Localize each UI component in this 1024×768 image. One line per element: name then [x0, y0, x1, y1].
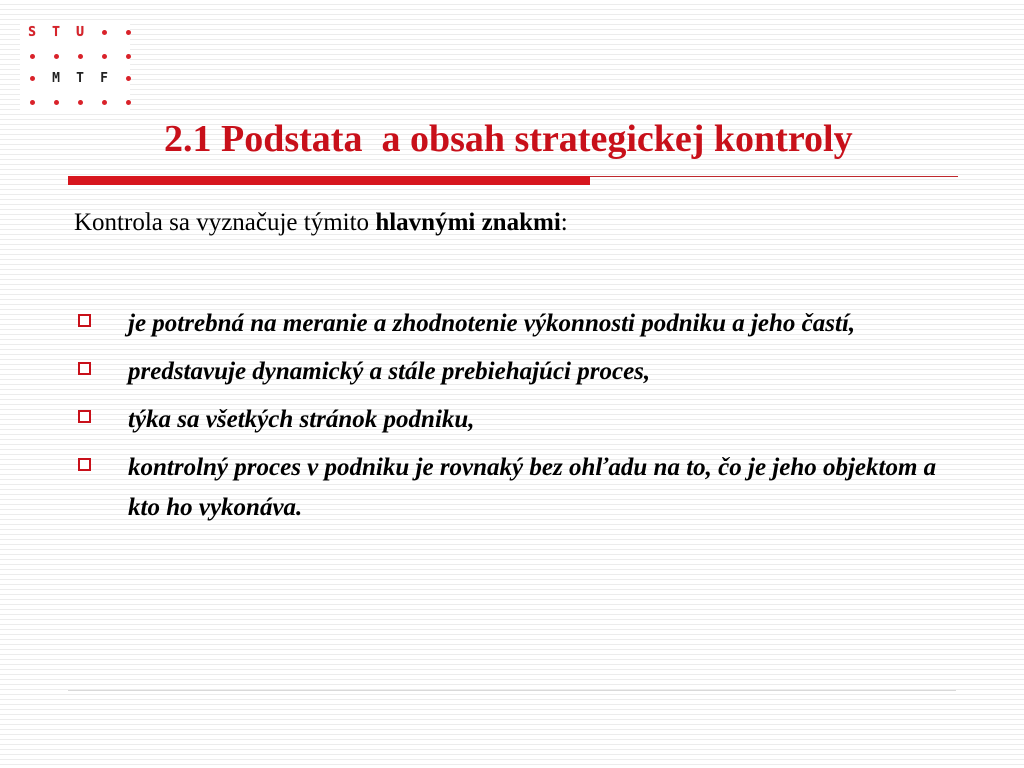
logo-dot: [22, 92, 42, 112]
list-item: [74, 448, 954, 528]
logo-dot: [118, 46, 138, 66]
intro-emphasis: hlavnými znakmi: [375, 209, 561, 236]
logo-dot: [70, 46, 90, 66]
list-item-text: predstavuje dynamický a stále prebiehajúci proces,: [128, 358, 651, 385]
logo-letter-f: F: [100, 70, 108, 86]
logo-row-4: [20, 92, 130, 112]
logo-dot: [22, 46, 42, 66]
logo-row-2: [20, 46, 130, 66]
logo-letter-t: T: [52, 24, 60, 40]
logo-dot: [118, 68, 138, 88]
intro-prefix: Kontrola sa vyznačuje týmito: [74, 209, 376, 236]
intro-suffix: :: [560, 209, 568, 236]
logo-dot: [46, 92, 66, 112]
list-item-text: kontrolný proces v podniku je rovnaký bez ohľadu na to, čo je jeho objektom a kto ho vykonáva.: [128, 454, 937, 521]
square-bullet-icon: [78, 314, 91, 327]
logo-dot: [94, 92, 114, 112]
intro-text: [74, 208, 568, 238]
list-item: [74, 352, 954, 392]
logo-dot: [94, 46, 114, 66]
list-item-text: je potrebná na meranie a zhodnotenie výkonnosti podniku a jeho častí,: [128, 310, 856, 337]
logo-dot: [22, 68, 42, 88]
slide-title: 2.1 Podstata a obsah strategickej kontroly: [164, 118, 853, 160]
square-bullet-icon: [78, 458, 91, 471]
logo-letter-m: M: [52, 70, 60, 86]
logo-row-3: [20, 68, 130, 88]
logo-dot: [46, 46, 66, 66]
logo-letter-t: T: [76, 70, 84, 86]
logo-dot: [94, 22, 114, 42]
logo-dot: [118, 22, 138, 42]
list-item: [74, 304, 954, 344]
logo-letter-u: U: [76, 24, 84, 40]
title-underline-thin: [590, 176, 958, 177]
stu-mtf-logo: [20, 20, 130, 112]
list-item-text: týka sa všetkých stránok podniku,: [128, 406, 475, 433]
list-item: [74, 400, 954, 440]
logo-dot: [118, 92, 138, 112]
square-bullet-icon: [78, 410, 91, 423]
title-underline-thick: [68, 176, 590, 185]
logo-row-1: [20, 22, 130, 42]
bullet-list: [74, 304, 954, 536]
square-bullet-icon: [78, 362, 91, 375]
footer-divider: [68, 690, 956, 691]
logo-letter-s: S: [28, 24, 36, 40]
logo-dot: [70, 92, 90, 112]
